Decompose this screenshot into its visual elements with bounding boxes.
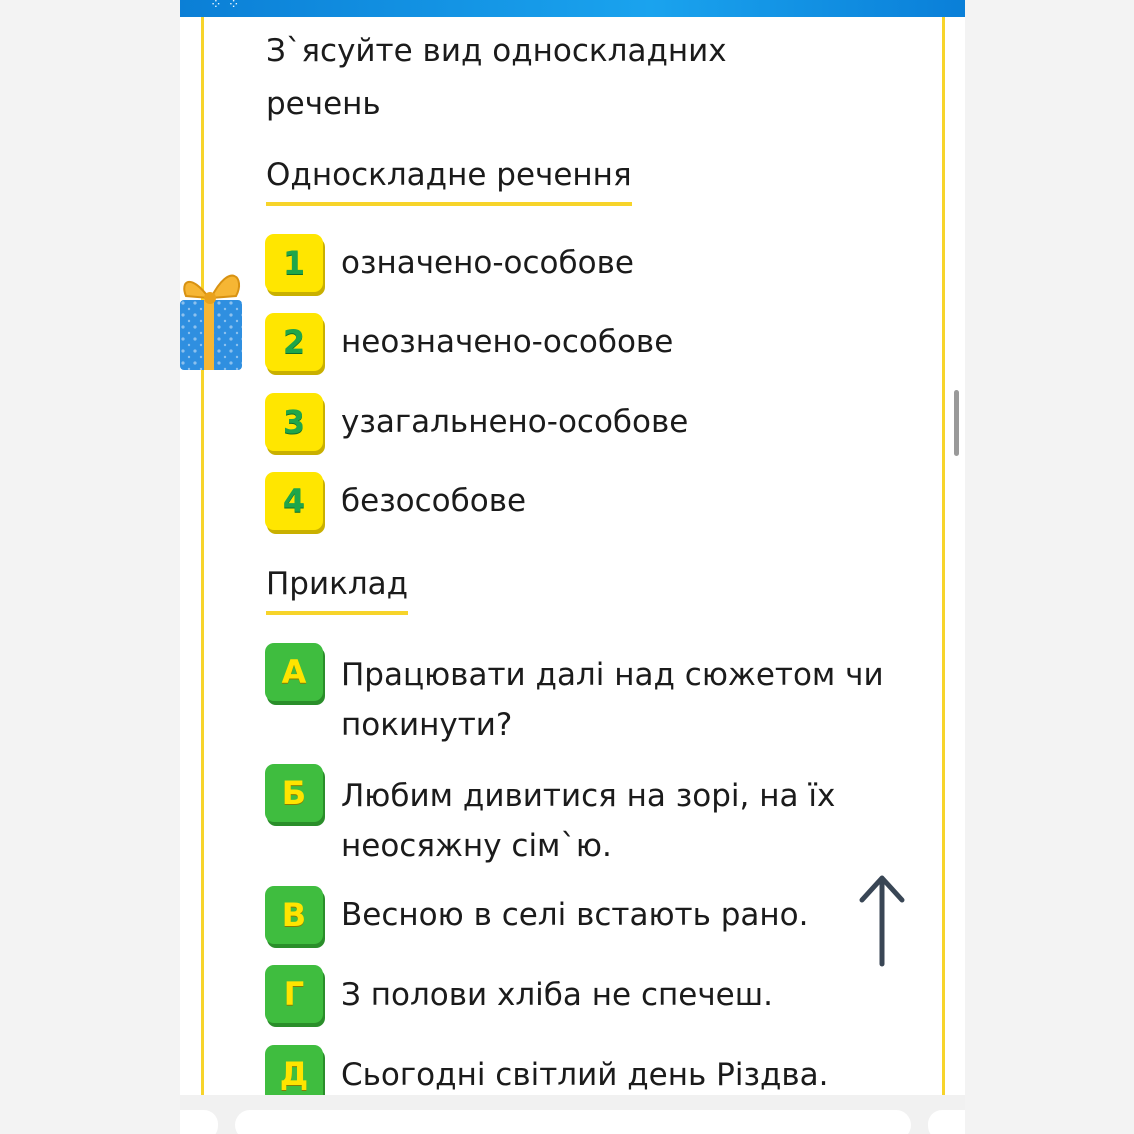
exercise-card [201,17,945,1095]
example-text-v: Весною в селі встають рано. [341,897,809,933]
option-badge-3: 3 [265,393,323,451]
example-text-a-line2: покинути? [341,707,513,743]
example-text-a [341,650,921,750]
example-badge-d: Д [265,1045,323,1103]
example-text-g: З полови хліба не спечеш. [341,977,773,1013]
left-column-label: Односкладне речення [266,156,632,206]
bottom-bar [180,1095,965,1134]
example-text-b-line2: неосяжну сім`ю. [341,828,612,864]
app-viewport [180,0,965,1134]
option-text-1: означено-особове [341,245,634,281]
option-text-2: неозначено-особове [341,324,674,360]
option-text-3: узагальнено-особове [341,404,689,440]
option-badge-2: 2 [265,313,323,371]
task-heading [266,25,786,131]
example-badge-v: В [265,886,323,944]
example-badge-g: Г [265,965,323,1023]
top-bar-decoration-icon: ⁘⁘ [210,0,246,13]
task-heading-line2: речень [266,86,381,122]
gift-icon[interactable] [180,252,246,374]
example-text-b [341,771,921,871]
option-text-4: безособове [341,483,527,519]
example-text-d: Сьогодні світлий день Різдва. [341,1057,829,1093]
top-bar [180,0,965,17]
example-badge-b: Б [265,764,323,822]
option-badge-1: 1 [265,234,323,292]
example-badge-a: А [265,643,323,701]
scrollbar-thumb[interactable] [954,390,959,456]
right-column-label: Приклад [266,565,408,615]
task-heading-line1: З`ясуйте вид односкладних [266,33,727,69]
option-badge-4: 4 [265,472,323,530]
bottom-left-tab[interactable] [180,1110,218,1134]
up-arrow-icon[interactable] [852,872,912,968]
example-text-b-line1: Любим дивитися на зорі, на їх [341,778,836,814]
bottom-input-pill[interactable] [235,1110,911,1134]
bottom-right-tab[interactable] [928,1110,965,1134]
example-text-a-line1: Працювати далі над сюжетом чи [341,657,884,693]
